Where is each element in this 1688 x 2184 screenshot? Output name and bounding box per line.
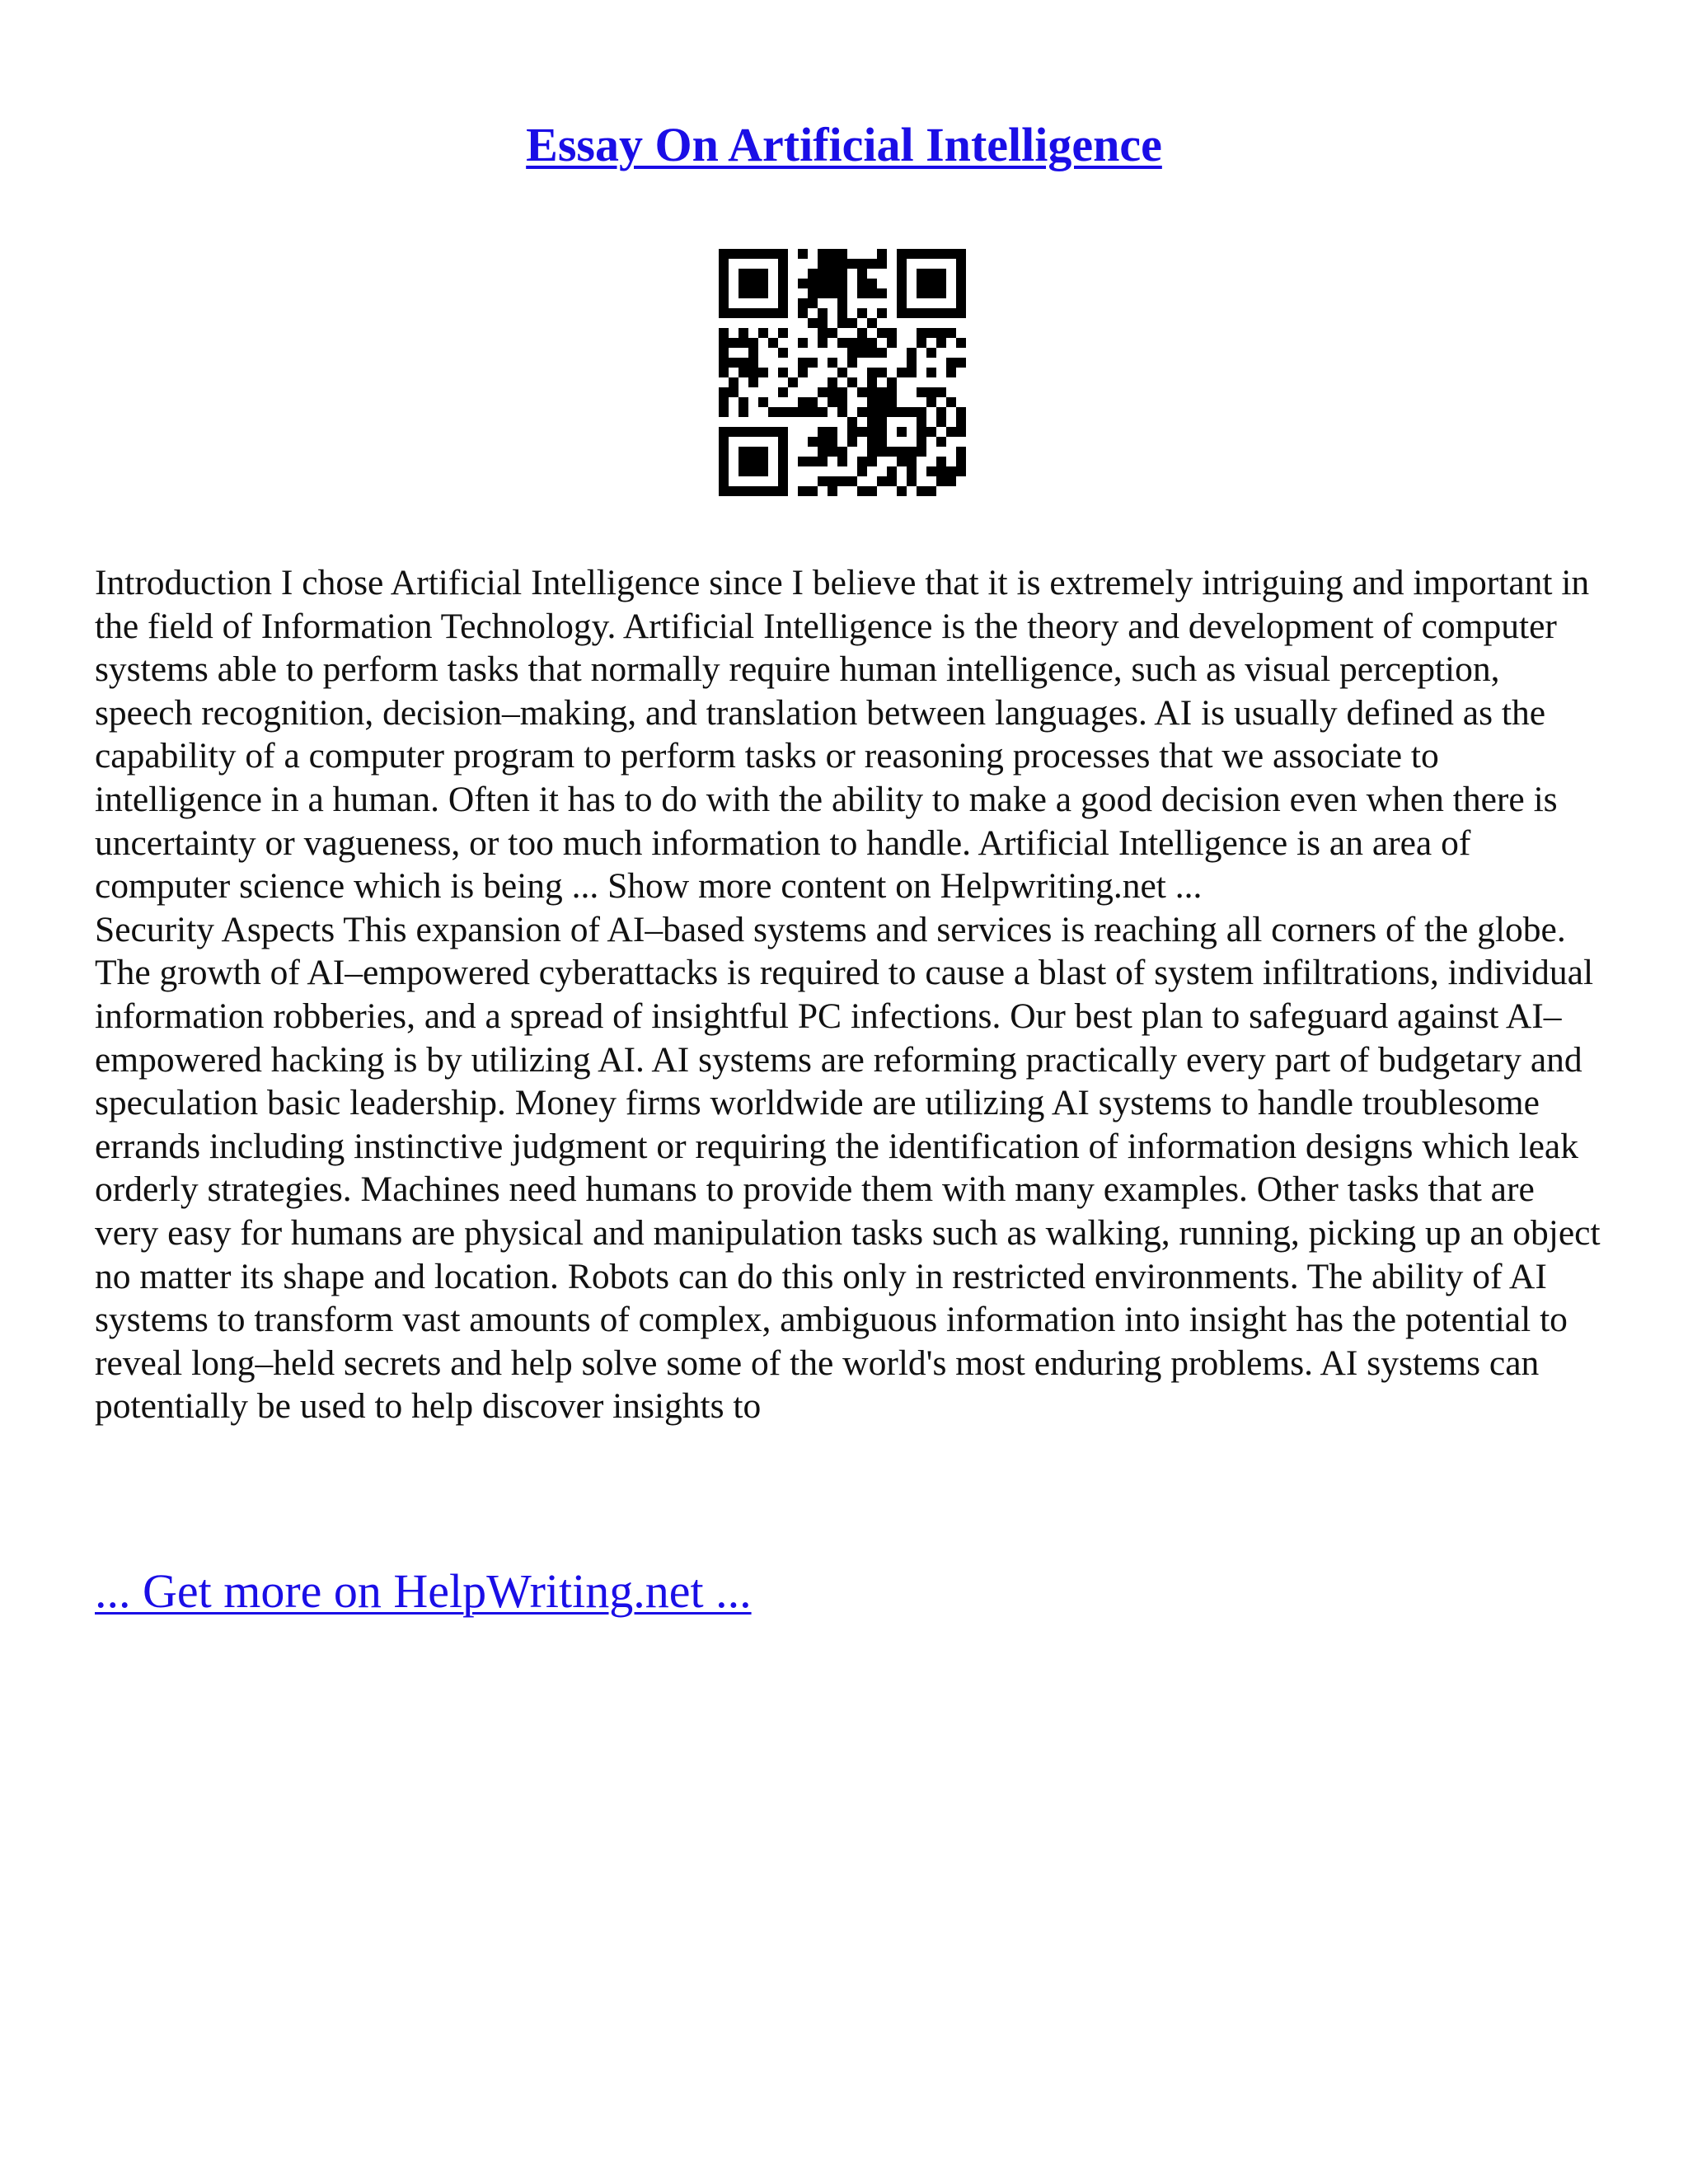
title-link[interactable]: Essay On Artificial Intelligence — [526, 118, 1162, 171]
get-more-link[interactable]: ... Get more on HelpWriting.net ... — [95, 1564, 752, 1618]
paragraph-security-aspects: Security Aspects This expansion of AI–based systems and services is reaching all corners of the globe. The growth of AI–empowered cyberattacks is required to cause a blast of system infiltrations, individual information robberies, and a spread of insightful PC infections. Our best plan to safeguard against AI–empowered hacking is by utilizing AI. AI systems are reforming practically every part of budgetary and speculation basic leadership. Money firms worldwide are utilizing AI systems to handle troublesome errands including instinctive judgment or requiring the identification of information designs which leak orderly strategies. Machines need humans to provide them with many examples. Other tasks that are very easy for humans are physical and manipulation tasks such as walking, running, picking up an object no matter its shape and location. Robots can do this only in restricted environments. The ability of AI systems to transform vast amounts of complex, ambiguous information into insight has the potential to reveal long–held secrets and help solve some of the world's most enduring problems. AI systems can potentially be used to help discover insights to — [95, 909, 1601, 1427]
paragraph-introduction: Introduction I chose Artificial Intelligence since I believe that it is extremely intriguing and important in the field of Information Technology. Artificial Intelligence is the theory and development of computer systems able to perform tasks that normally require human intelligence, such as visual perception, speech recognition, decision–making, and translation between languages. AI is usually defined as the capability of a computer program to perform tasks or reasoning processes that we associate to intelligence in a human. Often it has to do with the ability to make a good decision even when there is uncertainty or vagueness, or too much information to handle. Artificial Intelligence is an area of computer science which is being ... Show more content on Helpwriting.net ... — [95, 563, 1590, 907]
essay-body — [95, 561, 1603, 1428]
get-more-link-container — [95, 1562, 752, 1621]
qr-code-icon — [719, 249, 966, 496]
page-title — [0, 115, 1688, 175]
